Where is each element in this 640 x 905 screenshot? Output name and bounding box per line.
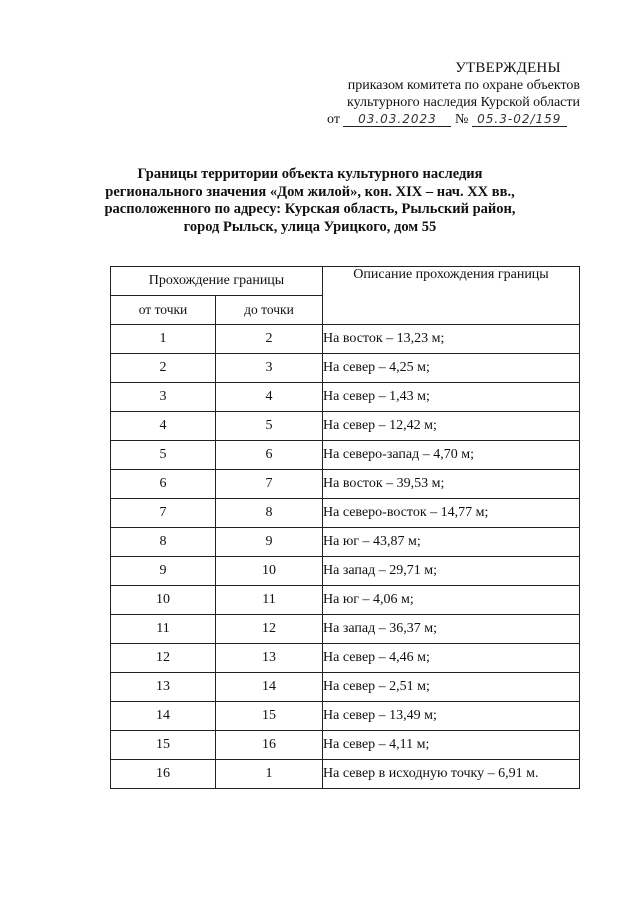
table-row <box>111 528 580 557</box>
cell-to-point: 13 <box>216 644 323 673</box>
cell-from-point: 3 <box>111 383 216 412</box>
heading-line-1: Границы территории объекта культурного наследия <box>137 166 483 182</box>
table-row <box>111 644 580 673</box>
cell-to-point: 12 <box>216 615 323 644</box>
approval-line-1: приказом комитета по охране объектов <box>347 78 580 93</box>
cell-from-point: 11 <box>111 615 216 644</box>
cell-to-point: 1 <box>216 760 323 789</box>
table-row <box>111 354 580 383</box>
cell-description: На север – 13,49 м; <box>323 702 580 731</box>
table-row <box>111 760 580 789</box>
cell-to-point: 8 <box>216 499 323 528</box>
cell-from-point: 1 <box>111 325 216 354</box>
cell-to-point: 9 <box>216 528 323 557</box>
cell-description: На юг – 4,06 м; <box>323 586 580 615</box>
cell-from-point: 10 <box>111 586 216 615</box>
date-prefix: от <box>327 112 340 127</box>
handwritten-number: 05.3-02/159 <box>472 112 567 127</box>
table-row <box>111 673 580 702</box>
cell-to-point: 5 <box>216 412 323 441</box>
cell-description: На север – 2,51 м; <box>323 673 580 702</box>
cell-description: На север – 4,25 м; <box>323 354 580 383</box>
header-boundary-passage: Прохождение границы <box>111 267 323 296</box>
table-row <box>111 325 580 354</box>
cell-to-point: 14 <box>216 673 323 702</box>
cell-description: На север – 12,42 м; <box>323 412 580 441</box>
cell-description: На запад – 36,37 м; <box>323 615 580 644</box>
table-row <box>111 412 580 441</box>
cell-from-point: 15 <box>111 731 216 760</box>
cell-description: На юг – 43,87 м; <box>323 528 580 557</box>
cell-to-point: 2 <box>216 325 323 354</box>
header-to-point: до точки <box>216 296 323 325</box>
header-boundary-description: Описание прохождения границы <box>323 267 580 325</box>
cell-from-point: 12 <box>111 644 216 673</box>
cell-description: На восток – 39,53 м; <box>323 470 580 499</box>
handwritten-date: 03.03.2023 <box>343 112 451 127</box>
heading-line-3: расположенного по адресу: Курская область, Рыльский район, <box>104 201 516 218</box>
cell-description: На запад – 29,71 м; <box>323 557 580 586</box>
heading-line-4: город Рыльск, улица Урицкого, дом 55 <box>183 218 437 235</box>
cell-description: На север – 1,43 м; <box>323 383 580 412</box>
cell-to-point: 6 <box>216 441 323 470</box>
header-from-point: от точки <box>111 296 216 325</box>
cell-from-point: 4 <box>111 412 216 441</box>
approval-date-line <box>300 112 590 128</box>
cell-from-point: 6 <box>111 470 216 499</box>
table-row <box>111 441 580 470</box>
cell-description: На восток – 13,23 м; <box>323 325 580 354</box>
cell-to-point: 3 <box>216 354 323 383</box>
cell-description: На север – 4,46 м; <box>323 644 580 673</box>
table-row <box>111 470 580 499</box>
cell-to-point: 16 <box>216 731 323 760</box>
table-row <box>111 499 580 528</box>
cell-description: На север – 4,11 м; <box>323 731 580 760</box>
boundary-table <box>110 266 580 789</box>
table-row <box>111 557 580 586</box>
cell-description: На северо-запад – 4,70 м; <box>323 441 580 470</box>
cell-from-point: 14 <box>111 702 216 731</box>
cell-from-point: 16 <box>111 760 216 789</box>
table-body <box>111 325 580 789</box>
cell-to-point: 15 <box>216 702 323 731</box>
number-prefix: № <box>454 112 469 127</box>
approval-title: УТВЕРЖДЕНЫ <box>455 60 561 76</box>
cell-to-point: 4 <box>216 383 323 412</box>
table-row <box>111 586 580 615</box>
heading-line-2: регионального значения «Дом жилой», кон. XIX – нач. XX вв., <box>105 183 515 200</box>
cell-to-point: 7 <box>216 470 323 499</box>
cell-from-point: 7 <box>111 499 216 528</box>
cell-to-point: 10 <box>216 557 323 586</box>
approval-line-2: культурного наследия Курской области <box>346 95 580 110</box>
document-heading <box>90 166 530 236</box>
cell-from-point: 13 <box>111 673 216 702</box>
table-row <box>111 615 580 644</box>
approval-block <box>300 60 590 128</box>
cell-from-point: 9 <box>111 557 216 586</box>
cell-from-point: 5 <box>111 441 216 470</box>
table-row <box>111 702 580 731</box>
table-row <box>111 731 580 760</box>
cell-from-point: 8 <box>111 528 216 557</box>
cell-to-point: 11 <box>216 586 323 615</box>
cell-from-point: 2 <box>111 354 216 383</box>
table-row <box>111 383 580 412</box>
cell-description: На северо-восток – 14,77 м; <box>323 499 580 528</box>
cell-description: На север в исходную точку – 6,91 м. <box>323 760 580 789</box>
